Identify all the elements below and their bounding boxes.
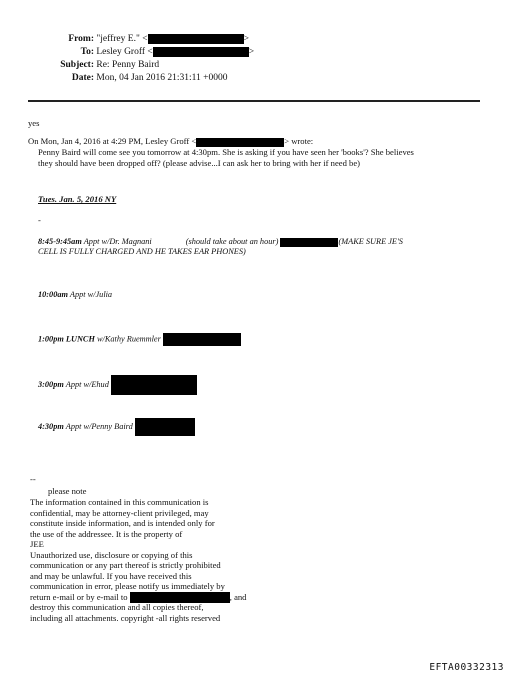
quote-intro-text: On Mon, Jan 4, 2016 at 4:29 PM, Lesley Groff < [28,136,197,146]
schedule-entry [38,290,112,300]
redaction-box [280,238,338,247]
redaction-box [135,418,195,436]
disclaimer-line: Unauthorized use, disclosure or copying of this [30,549,193,560]
disclaimer-line: communication in error, please notify us immediately by [30,581,225,591]
to-row [34,46,254,58]
entry-time: 4:30pm [38,421,64,431]
disclaimer-line: destroy this communication and all copies thereof, [30,602,204,612]
disclaimer-line: the use of the addressee. It is the property of [30,528,183,539]
entry-text: Appt w/Julia [69,290,113,299]
disclaimer-line: communication or any part thereof is strictly prohibited [30,560,221,570]
disclaimer-text: return e-mail or by e-mail to [30,591,128,602]
quote-wrote: > wrote: [284,136,314,146]
schedule-entry [38,333,241,346]
redaction-box [111,375,197,395]
to-value: Lesley Groff < [96,47,153,57]
disclaimer-line: JEE [30,539,44,549]
blank-gap [152,238,186,247]
disclaimer-line: constitute inside information, and is intended only for [30,518,215,528]
schedule-entry [38,418,195,436]
date-label: Date: [71,73,94,83]
to-close: > [248,47,255,57]
date-row [34,72,228,84]
subject-value: Re: Penny Baird [96,60,160,70]
disclaimer-line: confidential, may be attorney-client privileged, may [30,507,209,518]
entry-text: Appt w/Dr. Magnani [83,237,152,246]
from-label: From: [68,34,94,44]
entry-text: Appt w/Penny Baird [65,421,133,431]
disclaimer-text-end: , and [229,591,247,602]
entry-note: (should take about an hour) [185,237,279,246]
signature-dashes: -- [30,474,36,484]
entry-time: 8:45-9:45am [38,237,82,246]
disclaimer-line: including all attachments. copyright -all rights reserved [30,612,221,623]
entry-time: 3:00pm [38,379,64,389]
quote-intro [28,136,313,147]
disclaimer-line: and may be unlawful. If you have received this [30,570,192,581]
entry-text: Appt w/Ehud [65,379,109,389]
schedule-entry [38,375,197,395]
schedule-date-heading: Tues. Jan. 5, 2016 NY [38,194,117,204]
header-divider [28,100,480,102]
from-value: "jeffrey E." < [96,34,148,44]
redaction-box [153,47,249,57]
reply-text: yes [28,118,40,128]
from-row [34,33,249,45]
quote-line-2: they should have been dropped off? (please advise...I can ask her to bring with her if need be) [38,158,360,168]
quote-line-1: Penny Baird will come see you tomorrow at 4:30pm. She is asking if you have seen her 'books'? She believes [38,147,414,157]
disclaimer-line: The information contained in this communication is [30,497,209,507]
schedule-entry-cont: CELL IS FULLY CHARGED AND HE TAKES EAR PHONES) [38,247,246,256]
date-value: Mon, 04 Jan 2016 21:31:11 +0000 [96,73,228,83]
please-note: please note [48,486,87,496]
entry-extra: (MAKE SURE JE'S [338,237,403,246]
subject-label: Subject: [60,60,94,70]
entry-time: 10:00am [38,290,68,299]
redaction-box [196,138,284,147]
schedule-entry [38,237,403,247]
entry-text: w/Kathy Ruemmler [97,334,161,344]
schedule-dash: - [38,215,41,225]
from-close: > [243,34,249,44]
document-id: EFTA00332313 [429,662,504,673]
to-label: To: [80,47,94,57]
entry-time: 1:00pm LUNCH [38,334,95,344]
subject-row [34,59,159,71]
redaction-box [148,34,244,44]
redaction-box [163,333,241,346]
